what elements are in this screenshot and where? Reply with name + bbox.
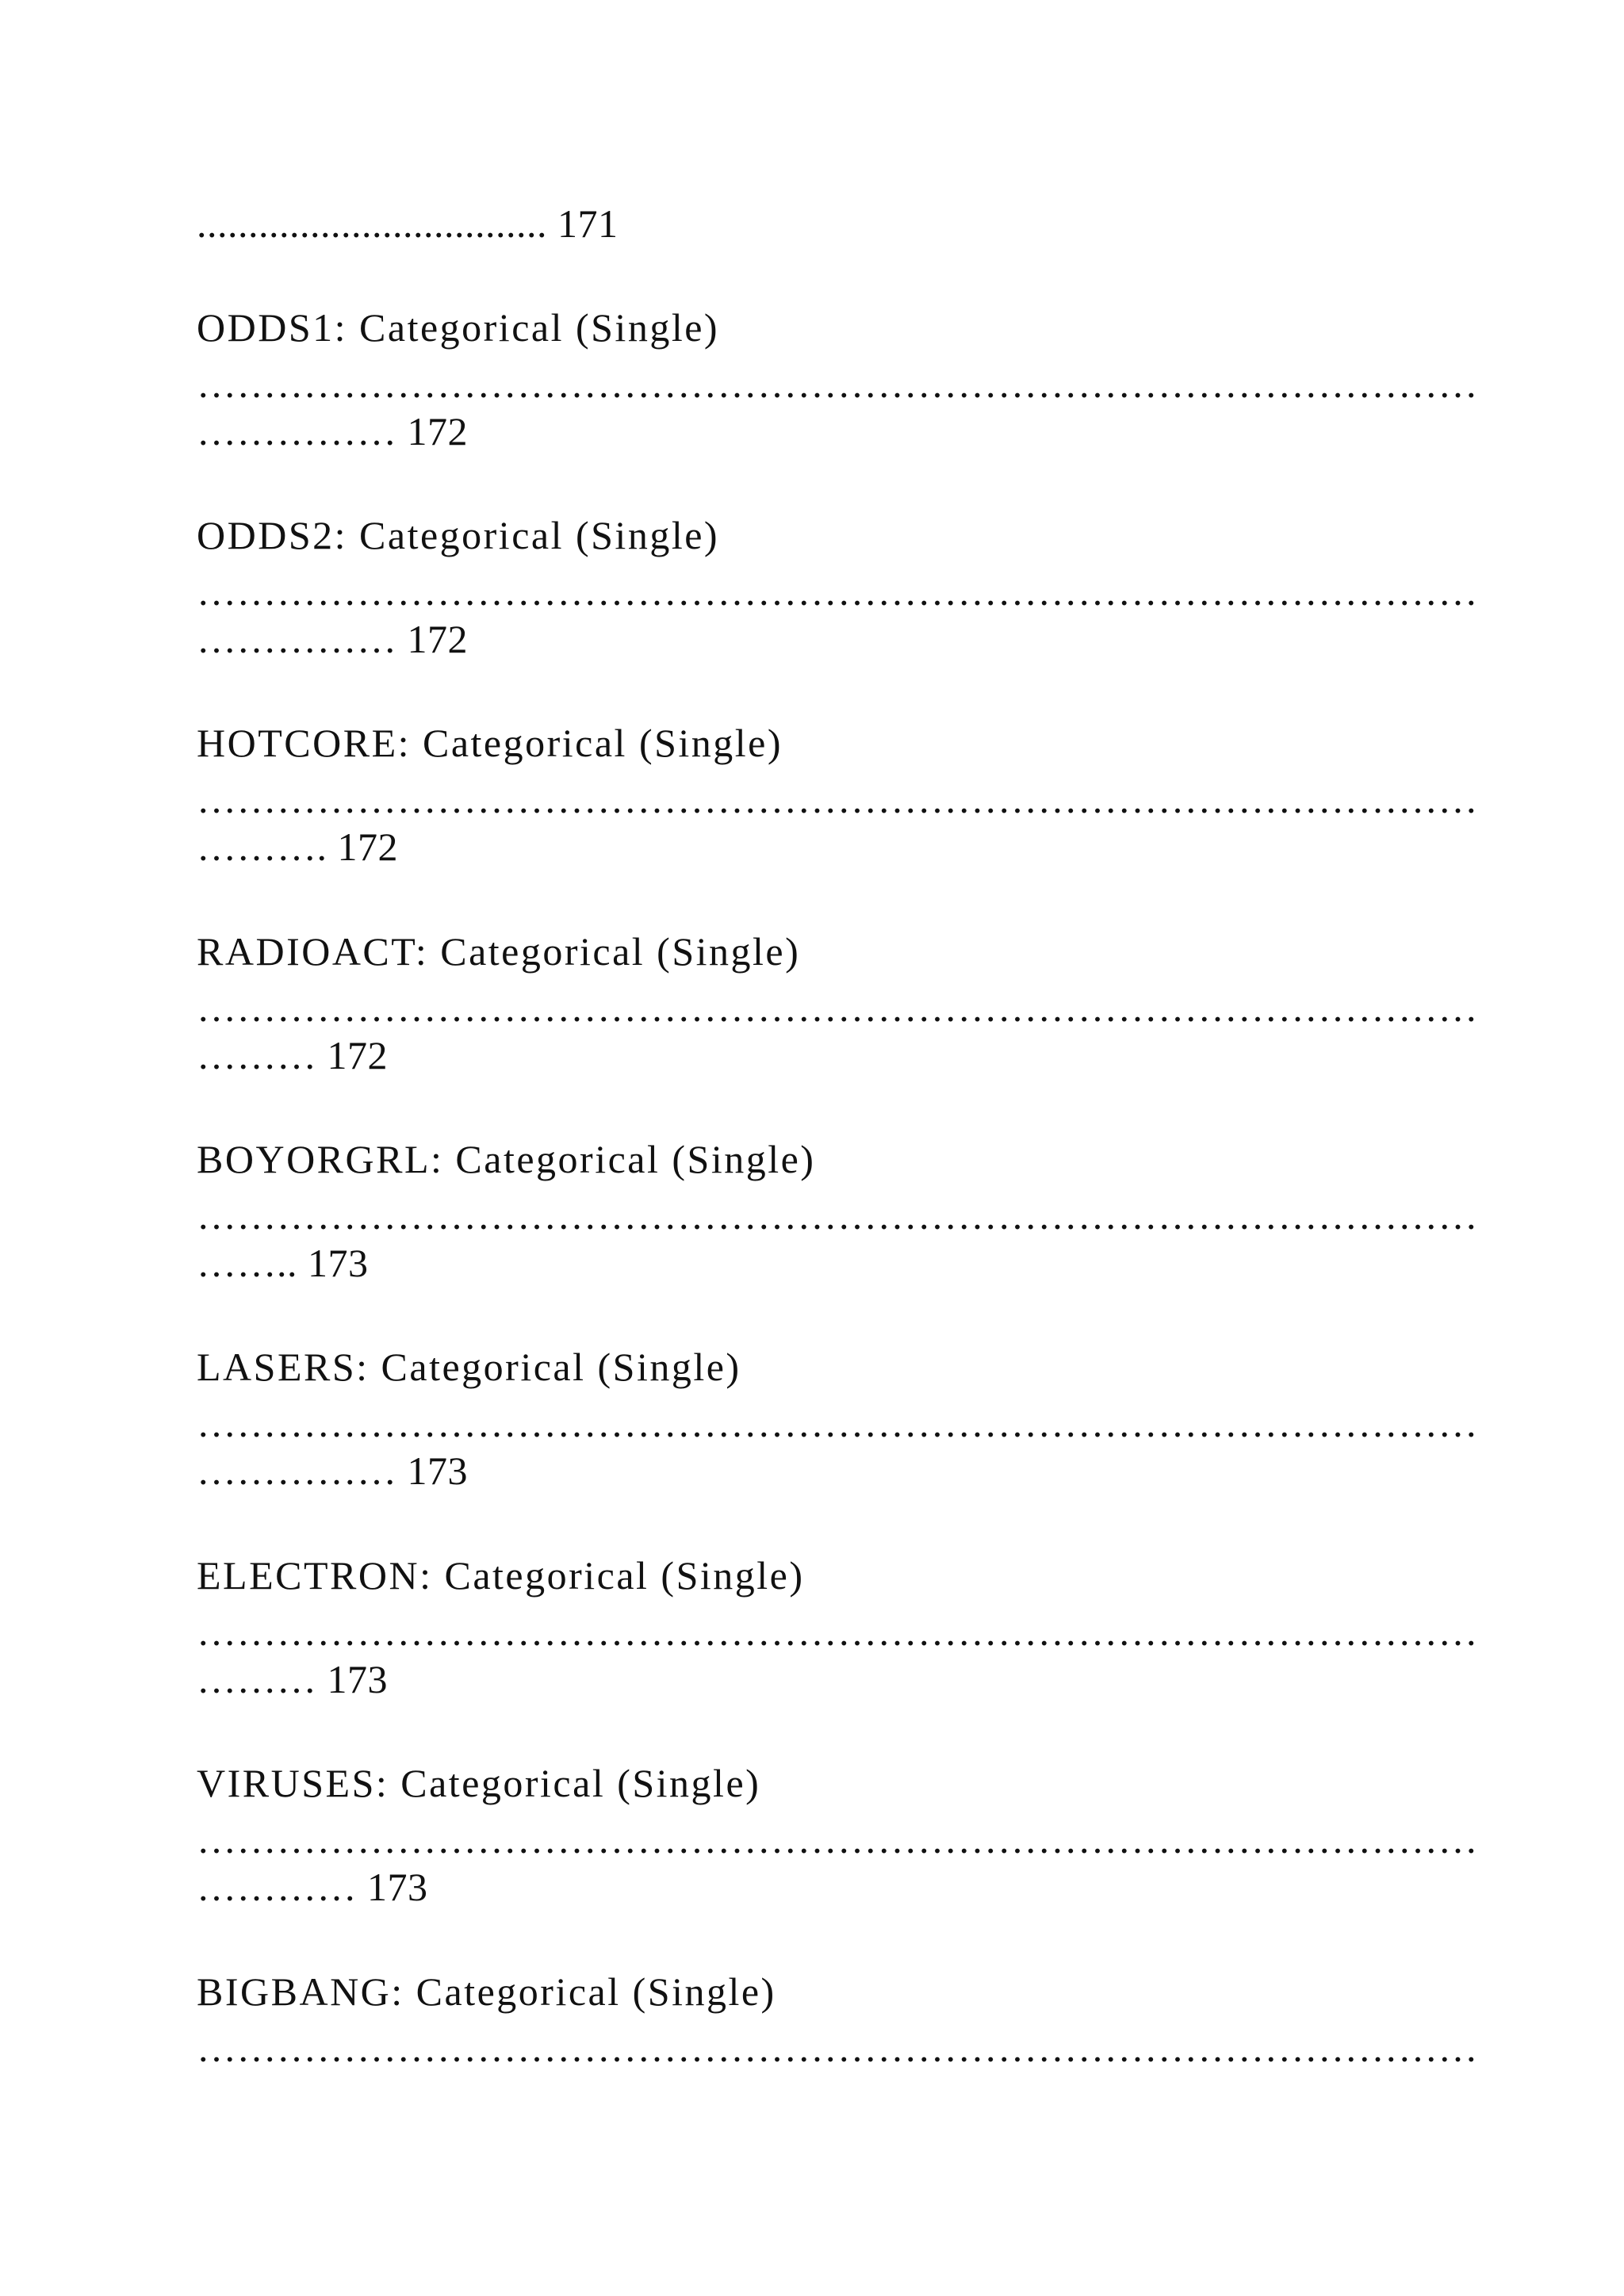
toc-entry-title: ELECTRON: Categorical (Single): [197, 1553, 805, 1598]
toc-entry-dots: ……………………………………………………………………………………: [197, 362, 1478, 406]
toc-entry-dots: ……………………………………………………………………………………: [197, 569, 1478, 614]
toc-lead-line: .................................. 171: [197, 201, 619, 246]
toc-entry-title: RADIOACT: Categorical (Single): [197, 929, 801, 974]
toc-entry-title: LASERS: Categorical (Single): [197, 1345, 741, 1389]
toc-entry-dots: ……………………………………………………………………………………: [197, 1817, 1478, 1862]
toc-entry-title: VIRUSES: Categorical (Single): [197, 1761, 761, 1805]
toc-entry-page: ………. 172: [197, 825, 398, 869]
toc-entry-dots: ……………………………………………………………………………………: [197, 777, 1478, 821]
toc-entry-page: ……… 173: [197, 1657, 388, 1701]
toc-entry-dots: ……………………………………………………………………………………: [197, 1401, 1478, 1445]
toc-entry-dots: ……………………………………………………………………………………: [197, 2026, 1478, 2070]
toc-entry-page: ………… 173: [197, 1865, 428, 1909]
toc-entry-page: …………… 172: [197, 409, 468, 453]
toc-entry-page: …….. 173: [197, 1241, 369, 1285]
toc-entry-page: …………… 173: [197, 1448, 468, 1493]
toc-entry-page: …………… 172: [197, 617, 468, 661]
toc-entry-title: BOYORGRL: Categorical (Single): [197, 1137, 816, 1181]
toc-entry-dots: ……………………………………………………………………………………: [197, 985, 1478, 1030]
toc-entry-title: BIGBANG: Categorical (Single): [197, 1969, 776, 2014]
toc-entry-dots: ……………………………………………………………………………………: [197, 1609, 1478, 1654]
toc-entry-title: HOTCORE: Categorical (Single): [197, 721, 783, 765]
toc-entry-dots: ……………………………………………………………………………………: [197, 1193, 1478, 1238]
toc-entry-page: ……… 172: [197, 1033, 388, 1077]
toc-entry-title: ODDS1: Categorical (Single): [197, 305, 720, 350]
toc-entry-title: ODDS2: Categorical (Single): [197, 513, 720, 557]
